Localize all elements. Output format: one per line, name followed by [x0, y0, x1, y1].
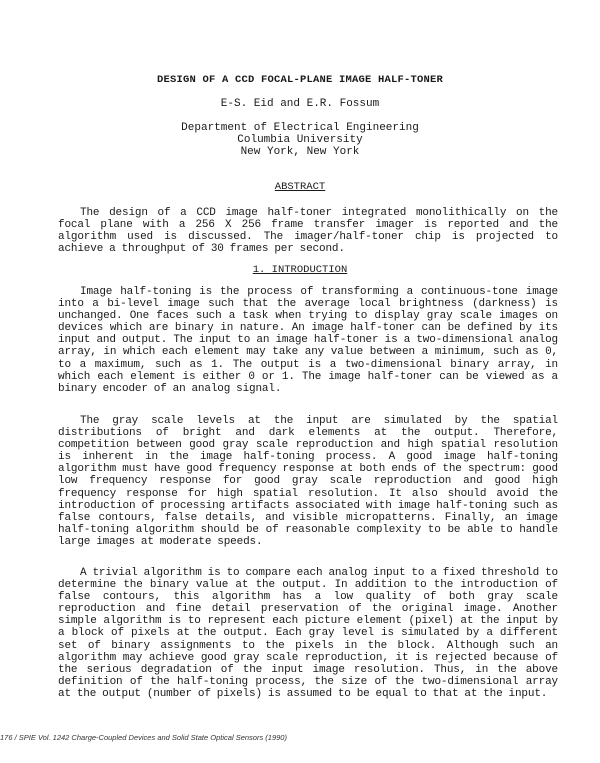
introduction-paragraph-3: A trivial algorithm is to compare each analog input to a fixed threshold to determine the binary value at the output. In addition to the introduction of false contours, this algorithm has a low quality of both gray scale reproduction and fine detail preservation of the original image. Another simple algorithm is to represent each picture element (pixel) at the input by a block of pixels at the output. Each gray level is simulated by a different set of binary assignments to the pixels in the block. Although such an algorithm may achieve good gray scale reproduction, it is rejected because of the serious degradation of the input image resolution. Thus, in the above definition of the half-toning process, the size of the two-dimensional array at the output (number of pixels) is assumed to be equal to that at the input.: [58, 567, 558, 700]
introduction-paragraph-1: Image half-toning is the process of transforming a continuous-tone image into a bi-level image such that the average local brightness (darkness) is unchanged. One faces such a task when trying to display gray scale images on devices which are binary in nature. An image half-toner can be defined by its input and output. The input to an image half-toner is a two-dimensional analog array, in which each element may take any value between a minimum, such as 0, to a maximum, such as 1. The output is a two-dimensional binary array, in which each element is either 0 or 1. The image half-toner can be viewed as a binary encoder of an analog signal.: [58, 286, 558, 395]
paper-title: DESIGN OF A CCD FOCAL-PLANE IMAGE HALF-TONER: [156, 74, 444, 86]
author-affiliation: [0, 122, 600, 158]
affiliation-department: Department of Electrical Engineering: [181, 122, 419, 134]
affiliation-university: Columbia University: [237, 134, 363, 146]
abstract-text: The design of a CCD image half-toner integrated monolithically on the focal plane with a 256 X 256 frame transfer imager is reported and the algorithm used is discussed. The imager/half-toner chip is projected to achieve a throughput of 30 frames per second.: [58, 207, 558, 256]
page-footer: 176 / SPIE Vol. 1242 Charge-Coupled Devices and Solid State Optical Sensors (1990): [0, 733, 287, 742]
introduction-heading: 1. INTRODUCTION: [252, 264, 348, 276]
abstract-heading: ABSTRACT: [274, 181, 326, 193]
introduction-paragraph-2: The gray scale levels at the input are simulated by the spatial distributions of bright and dark elements at the output. Therefore, competition between good gray scale reproduction and high spatial resolution is inherent in the image half-toning process. A good image half-toning algorithm must have good frequency response at both ends of the spectrum: good low frequency response for good gray scale reproduction and good high frequency response for high spatial resolution. It also should avoid the introduction of processing artifacts associated with image half-toning such as false contours, false details, and visible micropatterns. Finally, an image half-toning algorithm should be of reasonable complexity to be able to handle large images at moderate speeds.: [58, 415, 558, 548]
paper-authors: E-S. Eid and E.R. Fossum: [220, 98, 380, 110]
affiliation-location: New York, New York: [240, 146, 360, 158]
